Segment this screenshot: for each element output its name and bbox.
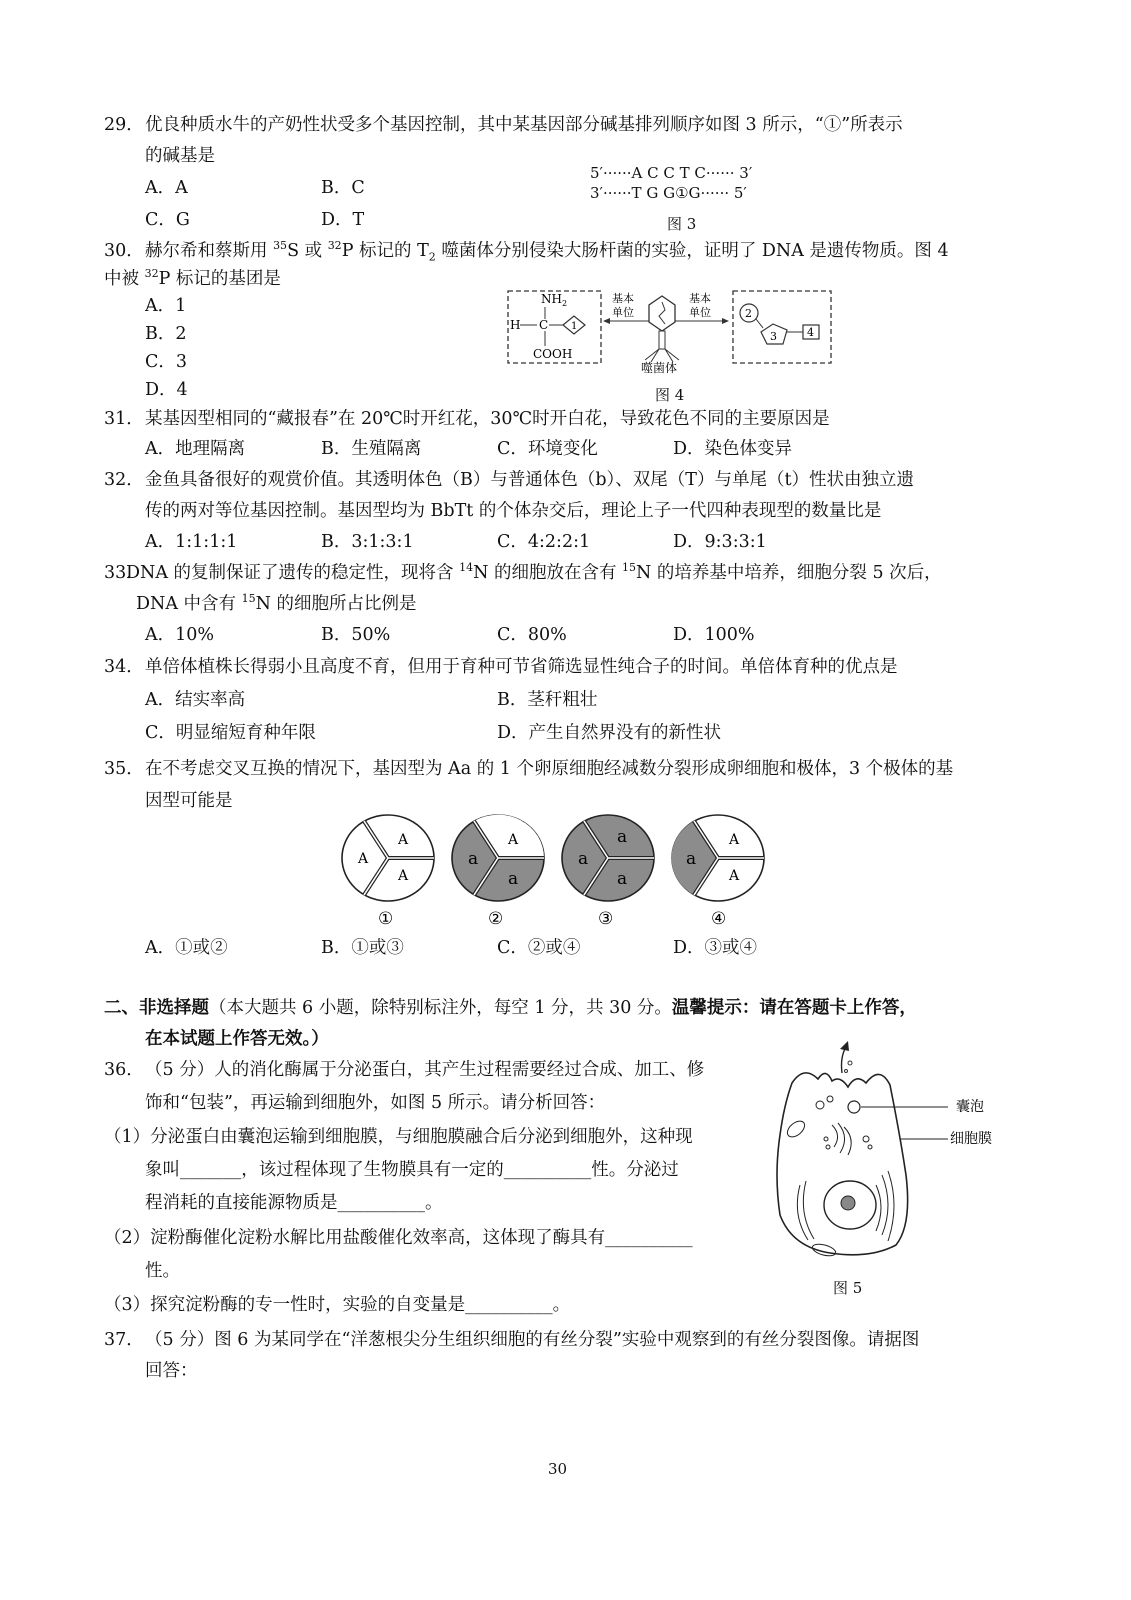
q35-option-b: B．①或③ — [321, 938, 404, 958]
circle-label-1: ① — [378, 909, 394, 929]
q33-option-d: D．100% — [673, 625, 755, 645]
q30-option-d: D．4 — [145, 380, 188, 400]
q32-option-d: D．9:3:3:1 — [673, 532, 767, 552]
svg-text:A: A — [729, 868, 740, 884]
q32-option-b: B．3:1:3:1 — [321, 532, 414, 552]
q30-option-c: C．3 — [145, 352, 188, 372]
q29-number: 29． — [104, 115, 144, 135]
fig4-c: C — [539, 318, 549, 332]
q33-option-a: A．10% — [145, 625, 215, 645]
q34-option-a: A．结实率高 — [145, 690, 246, 710]
q36-number: 36． — [104, 1060, 144, 1080]
svg-text:基本: 基本 — [689, 292, 711, 305]
section2-heading: 二、非选择题（本大题共 6 小题，除特别标注外，每空 1 分，共 30 分。温馨提示：请在答题卡上作答， — [104, 998, 917, 1018]
svg-text:A: A — [398, 868, 409, 884]
q31-option-a: A．地理隔离 — [145, 439, 246, 459]
figure5-caption: 图 5 — [833, 1279, 863, 1297]
fig4-number-1: 1 — [571, 321, 578, 332]
q34-number: 34． — [104, 657, 144, 677]
q37-number: 37． — [104, 1330, 144, 1350]
fig4-phage-label: 噬菌体 — [641, 361, 678, 375]
q34-option-c: C．明显缩短育种年限 — [145, 723, 316, 743]
fig4-nh2: NH — [541, 292, 562, 306]
q31-option-d: D．染色体变异 — [673, 439, 793, 459]
q29-option-c: C．G — [145, 210, 190, 230]
fig4-number-4: 4 — [807, 326, 814, 339]
q31-number: 31． — [104, 409, 144, 429]
q35-option-a: A．①或② — [145, 938, 228, 958]
q33-number: 33. — [104, 563, 132, 583]
fig4-h: H — [510, 318, 521, 332]
polar-body-circle-3 — [562, 815, 654, 901]
q30-stem-line2: 中被 $^{32}$P 标记的基团是 — [104, 267, 281, 289]
svg-text:a: a — [578, 849, 589, 869]
q33-option-c: C．80% — [497, 625, 567, 645]
svg-text:a: a — [508, 869, 519, 889]
q33-stem-line1: DNA 的复制保证了遗传的稳定性，现将含 $^{14}$N 的细胞放在含有 $^{15}$N 的培养基中培养，细胞分裂 5 次后， — [126, 561, 942, 583]
q36-part2-line1: （2）淀粉酶催化淀粉水解比用盐酸催化效率高，这体现了酶具有__________ — [104, 1228, 693, 1248]
polar-body-circle-4 — [671, 815, 764, 901]
q30-option-a: A．1 — [145, 296, 187, 316]
q34-option-d: D．产生自然界没有的新性状 — [497, 723, 722, 743]
q32-number: 32． — [104, 470, 144, 490]
q35-stem-line1: 在不考虑交叉互换的情况下，基因型为 Aa 的 1 个卵原细胞经减数分裂形成卵细胞和极体，3 个极体的基 — [145, 759, 954, 779]
section2-heading-line2: 在本试题上作答无效。） — [145, 1029, 329, 1049]
q33-option-b: B．50% — [321, 625, 391, 645]
svg-text:单位: 单位 — [612, 306, 634, 319]
q29-option-a: A．A — [145, 178, 188, 198]
svg-text:A: A — [398, 832, 409, 848]
q36-part2-line2: 性。 — [145, 1261, 180, 1281]
q29-stem-line1: 优良种质水牛的产奶性状受多个基因控制，其中某基因部分碱基排列顺序如图 3 所示，“①”所表示 — [145, 115, 903, 135]
svg-text:2: 2 — [562, 299, 568, 308]
q35-number: 35． — [104, 759, 144, 779]
fig5-label-vesicle: 囊泡 — [956, 1099, 984, 1115]
figure5-cell-diagram — [770, 1035, 1020, 1275]
q35-option-c: C．②或④ — [497, 938, 581, 958]
figure3-sequence-bottom: 3′······T G G①G······ 5′ — [590, 184, 747, 202]
circle-label-4: ④ — [711, 909, 727, 929]
svg-text:A: A — [508, 832, 519, 848]
svg-text:a: a — [617, 827, 628, 847]
svg-text:单位: 单位 — [689, 306, 711, 319]
q29-option-b: B．C — [321, 178, 365, 198]
q35-option-d: D．③或④ — [673, 938, 758, 958]
q31-stem-line1: 某基因型相同的“藏报春”在 20℃时开红花，30℃时开白花，导致花色不同的主要原因是 — [145, 409, 830, 429]
q32-stem-line1: 金鱼具备很好的观赏价值。其透明体色（B）与普通体色（b）、双尾（T）与单尾（t）性状由独立遗 — [145, 470, 915, 490]
svg-text:A: A — [729, 832, 740, 848]
figure3-sequence-top: 5′······A C C T C······ 3′ — [590, 164, 753, 182]
circle-label-2: ② — [488, 909, 504, 929]
q31-option-b: B．生殖隔离 — [321, 439, 422, 459]
figure3-caption: 图 3 — [667, 215, 697, 233]
svg-text:a: a — [686, 849, 697, 869]
q29-option-d: D．T — [321, 210, 365, 230]
q32-stem-line2: 传的两对等位基因控制。基因型均为 BbTt 的个体杂交后，理论上子一代四种表现型的数量比是 — [145, 501, 882, 521]
polar-body-circle-1 — [342, 815, 434, 901]
q29-stem-line2: 的碱基是 — [145, 146, 215, 166]
q35-polar-body-figure — [340, 812, 780, 932]
q36-stem-line1: （5 分）人的消化酶属于分泌蛋白，其产生过程需要经过合成、加工、修 — [145, 1060, 705, 1080]
q30-option-b: B．2 — [145, 324, 187, 344]
circle-label-3: ③ — [598, 909, 614, 929]
fig4-number-2: 2 — [745, 307, 752, 320]
q33-stem-line2: DNA 中含有 $^{15}$N 的细胞所占比例是 — [136, 592, 417, 614]
figure4-diagram — [505, 288, 835, 373]
q32-option-c: C．4:2:2:1 — [497, 532, 591, 552]
fig4-number-3: 3 — [770, 330, 777, 343]
svg-text:a: a — [468, 849, 479, 869]
svg-text:A: A — [358, 851, 369, 867]
fig5-label-membrane: 细胞膜 — [950, 1131, 992, 1147]
svg-text:基本: 基本 — [612, 292, 634, 305]
q36-part1-line3: 程消耗的直接能源物质是__________。 — [145, 1193, 443, 1213]
q36-part3-line1: （3）探究淀粉酶的专一性时，实验的自变量是__________。 — [104, 1295, 571, 1315]
q36-part1-line1: （1）分泌蛋白由囊泡运输到细胞膜，与细胞膜融合后分泌到细胞外，这种现 — [104, 1127, 693, 1147]
polar-body-circle-2 — [452, 815, 544, 901]
q31-option-c: C．环境变化 — [497, 439, 598, 459]
figure4-caption: 图 4 — [655, 386, 685, 404]
fig4-cooh: COOH — [533, 347, 573, 361]
q36-stem-line2: 饰和“包装”，再运输到细胞外，如图 5 所示。请分析回答： — [145, 1093, 606, 1113]
q30-stem-line1: 赫尔希和蔡斯用 $^{35}$S 或 $^{32}$P 标记的 $T_2$ 噬菌体分别侵染大肠杆菌的实验，证明了 DNA 是遗传物质。图 4 — [145, 239, 949, 264]
svg-text:a: a — [617, 869, 628, 889]
q37-stem-line1: （5 分）图 6 为某同学在“洋葱根尖分生组织细胞的有丝分裂”实验中观察到的有丝分裂图像。请据图 — [145, 1330, 920, 1350]
q34-stem-line1: 单倍体植株长得弱小且高度不育，但用于育种可节省筛选显性纯合子的时间。单倍体育种的优点是 — [145, 657, 898, 677]
page-number: 30 — [548, 1460, 568, 1478]
q30-number: 30． — [104, 241, 144, 261]
q32-option-a: A．1:1:1:1 — [145, 532, 238, 552]
q36-part1-line2: 象叫_______，该过程体现了生物膜具有一定的__________性。分泌过 — [145, 1160, 679, 1180]
q37-stem-line2: 回答： — [145, 1361, 198, 1381]
q34-option-b: B．茎秆粗壮 — [497, 690, 598, 710]
q35-stem-line2: 因型可能是 — [145, 791, 233, 811]
